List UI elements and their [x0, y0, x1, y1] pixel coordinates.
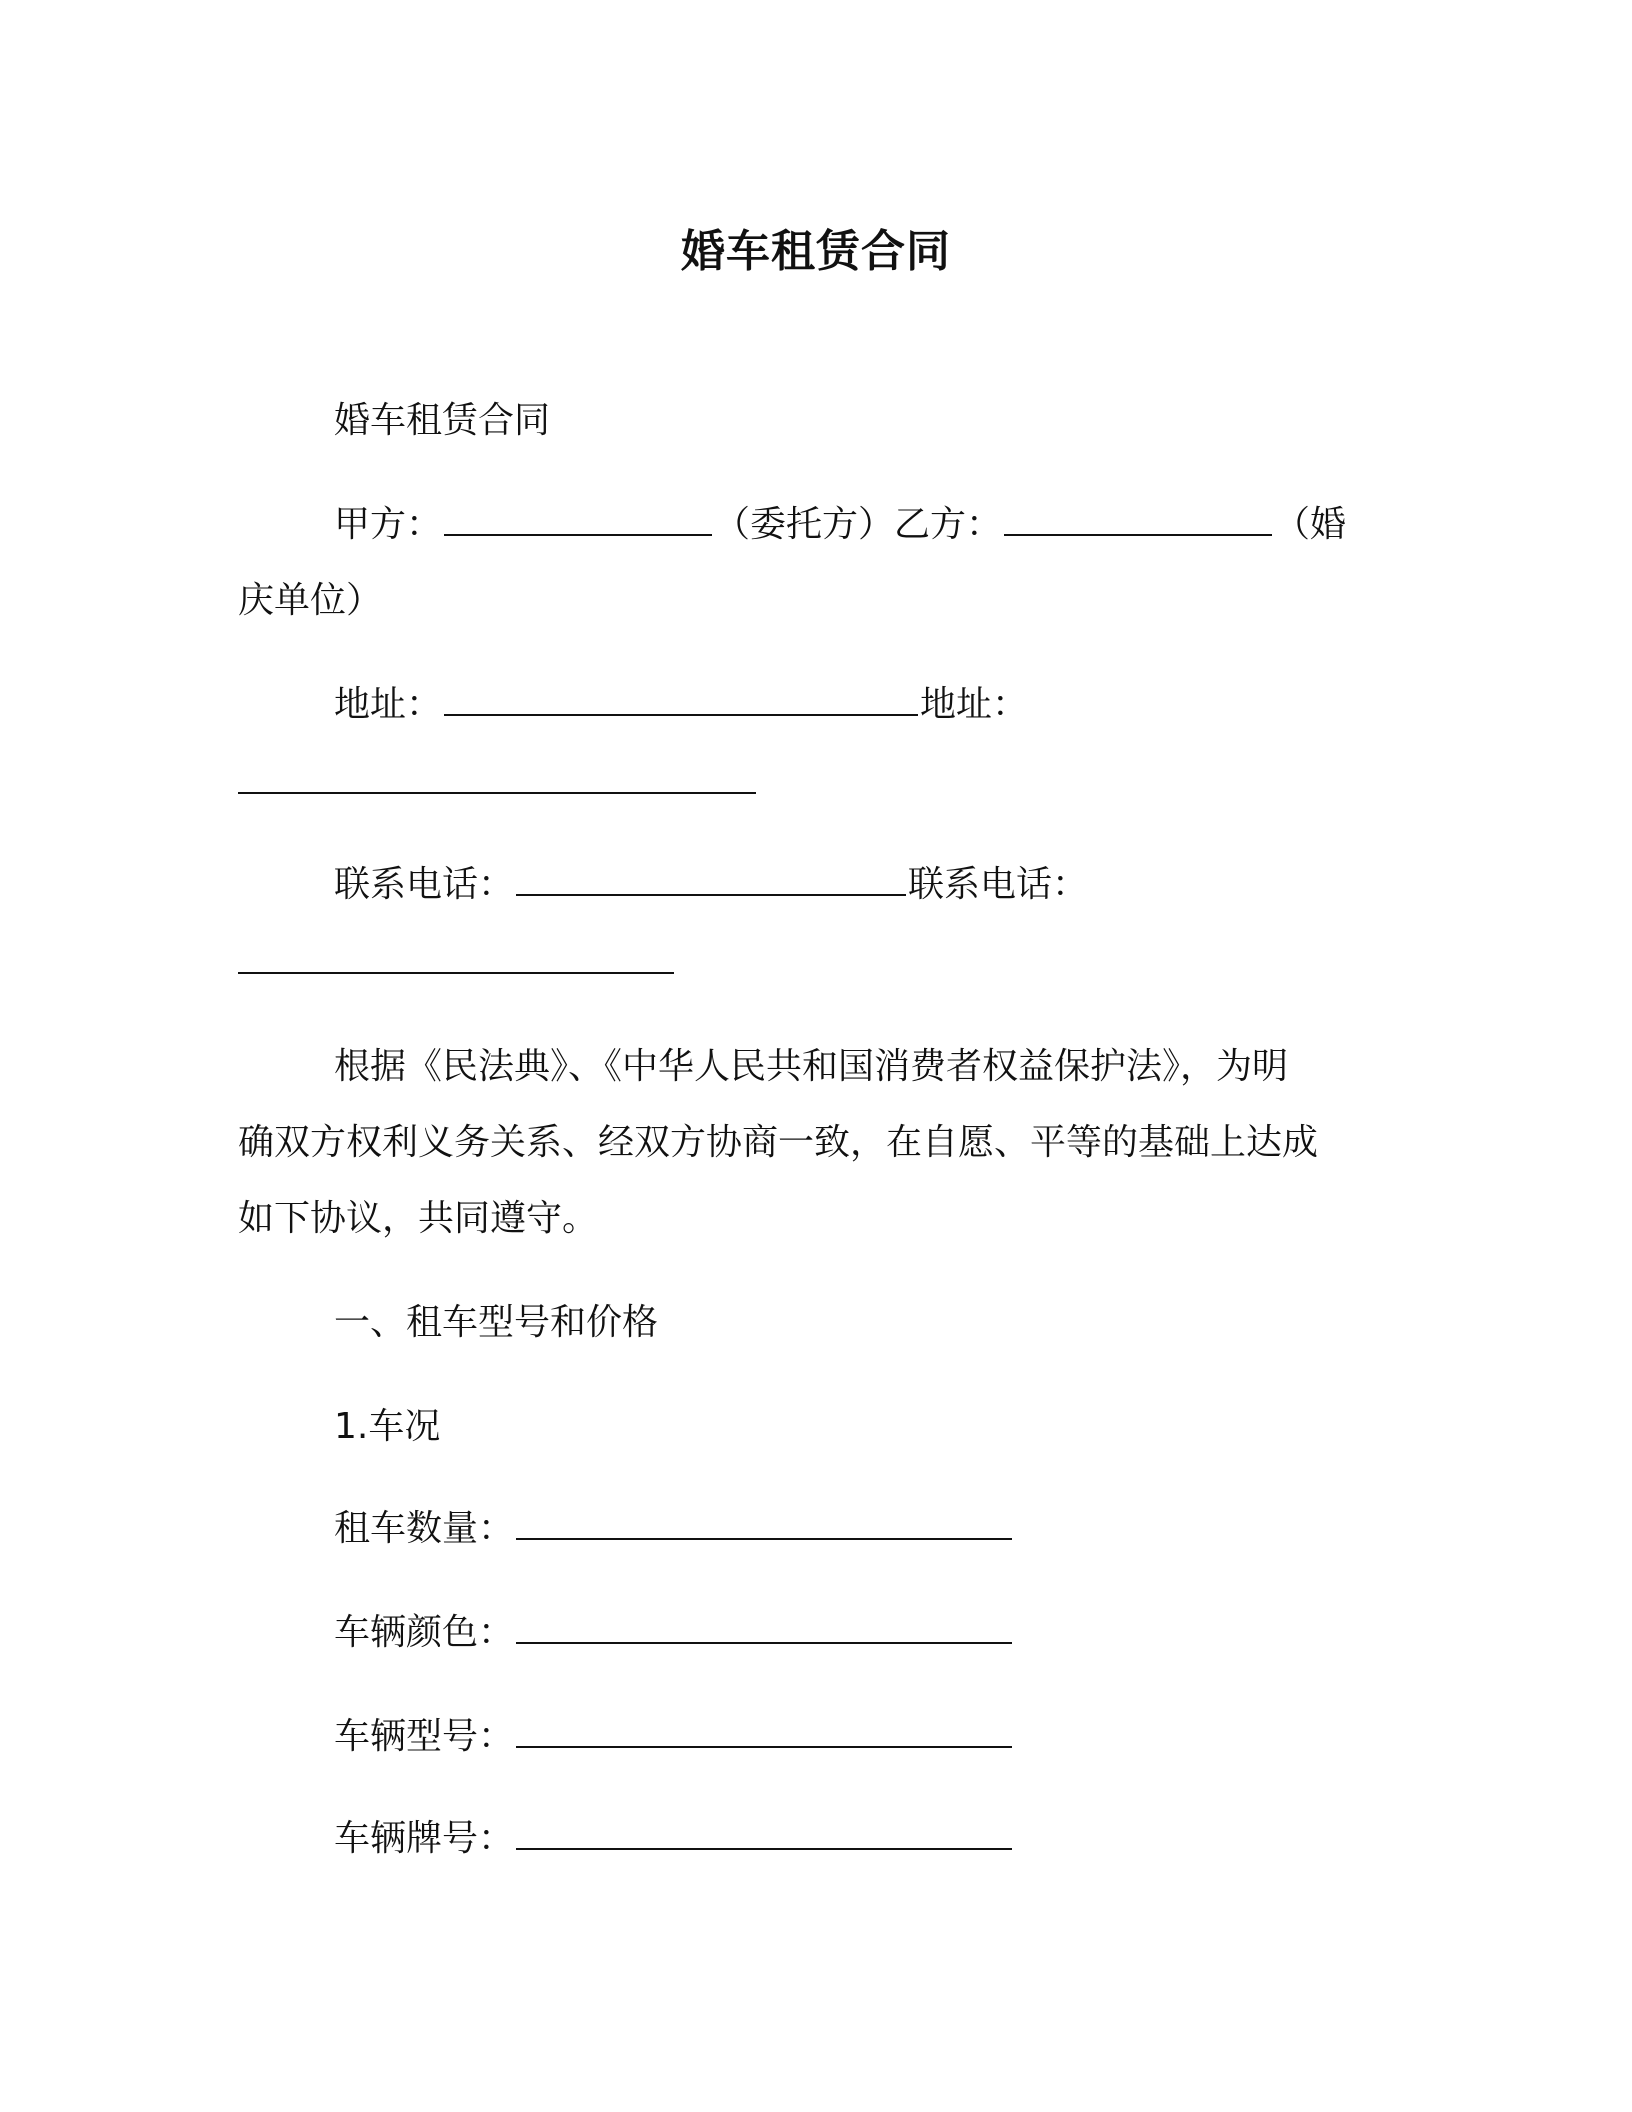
phone-line — [334, 860, 1088, 910]
field-vehicle-model — [334, 1712, 1014, 1762]
preamble-line-2: 确双方权利义务关系、经双方协商一致，在自愿、平等的基础上达成 — [238, 1122, 1319, 1163]
preamble-line-1: 根据《民法典》、《中华人民共和国消费者权益保护法》，为明 — [334, 1046, 1289, 1087]
party-a-label: 甲方： — [334, 504, 443, 545]
license-plate-blank[interactable] — [516, 1814, 1012, 1850]
field-license-plate — [334, 1814, 1014, 1864]
phone-b-line — [238, 938, 676, 988]
field-label: 车辆型号： — [334, 1716, 515, 1757]
contract-subtitle: 婚车租赁合同 — [334, 400, 551, 441]
phone-a-blank[interactable] — [516, 860, 906, 896]
field-label: 车辆颜色： — [334, 1612, 515, 1653]
address-a-blank[interactable] — [444, 680, 918, 716]
address-b-line — [238, 758, 758, 808]
address-b-label: 地址： — [920, 684, 1029, 725]
vehicle-model-blank[interactable] — [516, 1712, 1012, 1748]
party-b-name-blank[interactable] — [1004, 500, 1272, 536]
party-a-name-blank[interactable] — [444, 500, 712, 536]
field-label: 租车数量： — [334, 1508, 515, 1549]
party-line — [334, 500, 1346, 550]
sub-heading: 1.车况 — [334, 1406, 441, 1447]
address-b-blank[interactable] — [238, 758, 756, 794]
party-b-role-continued: 庆单位） — [238, 580, 383, 621]
preamble-line-3: 如下协议，共同遵守。 — [238, 1198, 599, 1239]
phone-b-label: 联系电话： — [908, 864, 1089, 905]
rental-quantity-blank[interactable] — [516, 1504, 1012, 1540]
field-rental-quantity — [334, 1504, 1014, 1554]
field-vehicle-color — [334, 1608, 1014, 1658]
party-a-role: （委托方）乙方： — [714, 504, 1003, 545]
section-heading: 一、租车型号和价格 — [334, 1302, 659, 1343]
document-title: 婚车租赁合同 — [681, 226, 951, 277]
phone-a-label: 联系电话： — [334, 864, 515, 905]
address-line — [334, 680, 1028, 730]
party-b-role-start: （婚 — [1274, 504, 1347, 545]
phone-b-blank[interactable] — [238, 938, 674, 974]
field-label: 车辆牌号： — [334, 1818, 515, 1859]
vehicle-color-blank[interactable] — [516, 1608, 1012, 1644]
address-a-label: 地址： — [334, 684, 443, 725]
